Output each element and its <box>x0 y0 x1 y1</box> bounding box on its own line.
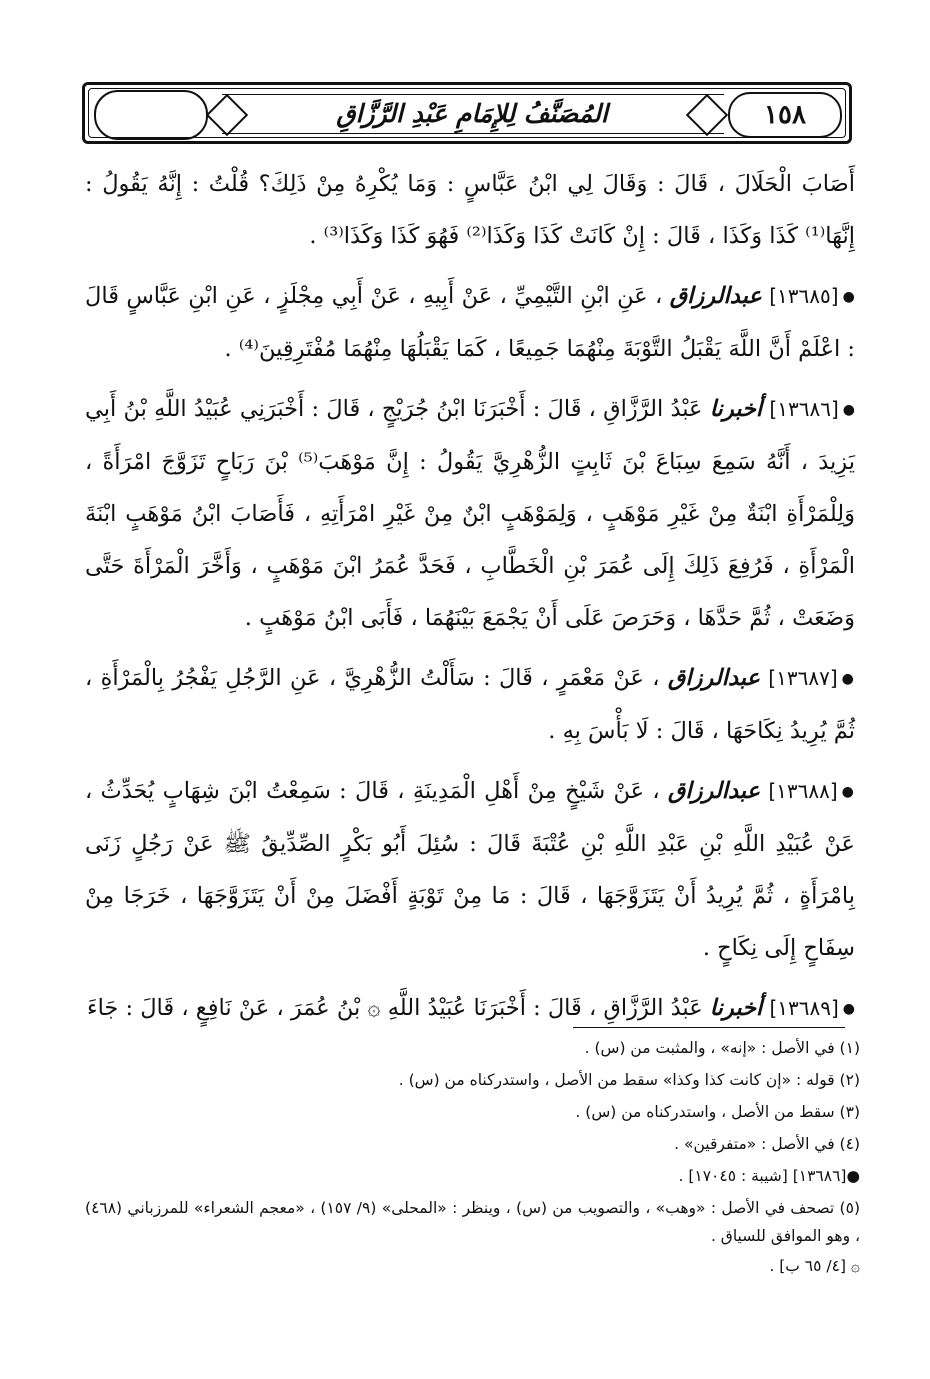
book-logo-icon <box>94 90 208 140</box>
hadith-text: ، عَنْ مَعْمَرٍ ، قَالَ : سَأَلْتُ الزُّهْرِيَّ ، عَنِ الرَّجُلِ يَفْجُرُ بِالْمَرْأَةِ ، ثُمَّ يُرِيدُ نِكَاحَهَا ، قَالَ : لَا بَأْسَ بِهِ . <box>85 665 855 744</box>
hadith-entry <box>85 765 855 974</box>
hadith-number: [١٣٦٨٥] <box>769 284 839 308</box>
hadith-source: أخبرنا <box>709 995 763 1021</box>
hadith-number: [١٣٦٨٦] <box>769 397 839 421</box>
hadith-source: أخبرنا <box>709 396 763 422</box>
hadith-text: ، عَنِ ابْنِ التَّيْمِيِّ ، عَنْ أَبِيهِ ، عَنْ أَبِي مِجْلَزٍ ، عَنِ ابْنِ عَبَّاسٍ قَالَ : اعْلَمْ أَنَّ اللَّهَ يَقْبَلُ التَّوْبَةَ مِنْهُمَا جَمِيعًا ، كَمَا يَقْبَلُهَا مِنْهُمَا مُفْتَرِقِينَ⁽⁴⁾ . <box>85 283 855 362</box>
hadith-source: عبدالرزاق <box>667 778 761 804</box>
bullet-icon: ● <box>841 784 856 800</box>
page-header <box>82 82 852 144</box>
main-text <box>85 158 855 1035</box>
hadith-number: [١٣٦٨٨] <box>768 779 838 803</box>
footnote: (٢) قوله : «إن كانت كذا وكذا» سقط من الأصل ، واستدركناه من (س) . <box>398 1071 860 1089</box>
hadith-source: عبدالرزاق <box>667 665 760 691</box>
hadith-number: [١٣٦٨٩] <box>769 996 839 1020</box>
paragraph-text: أَصَابَ الْحَلَالَ ، قَالَ : وَقَالَ لِي ابْنُ عَبَّاسٍ : وَمَا يُكْرِهُ مِنْ ذَلِكَ؟ قُلْتُ : إِنَّهُ يَقُولُ : إِنَّهَا⁽¹⁾ كَذَا وَكَذَا ، قَالَ : إِنْ كَانَتْ كَذَا وَكَذَا⁽²⁾ فَهُوَ كَذَا وَكَذَا⁽³⁾ . <box>85 171 855 249</box>
hadith-text: عَبْدُ الرَّزَّاقِ ، قَالَ : أَخْبَرَنَا عُبَيْدُ اللَّهِ ۞ بْنُ عُمَرَ ، عَنْ نَافِعٍ ، قَالَ : جَاءَ <box>86 995 703 1021</box>
bullet-icon: ● <box>841 671 856 687</box>
footnote: (٥) تصحف في الأصل : «وهب» ، والتصويب من (س) ، وينظر : «المحلى» (٩/ ١٥٧) ، «معجم الشعراء» للمرزباني (٤٦٨) ، وهو الموافق للسياق . <box>85 1199 860 1245</box>
footnote: (١) في الأصل : «إنه» ، والمثبت من (س) . <box>584 1039 860 1057</box>
paragraph <box>85 158 855 262</box>
hadith-number: [١٣٦٨٧] <box>768 666 838 690</box>
footnote: (٣) سقط من الأصل ، واستدركناه من (س) . <box>575 1103 860 1121</box>
bullet-icon: ● <box>842 289 856 305</box>
hadith-text: عَبْدُ الرَّزَّاقِ ، قَالَ : أَخْبَرَنَا ابْنُ جُرَيْجٍ ، قَالَ : أَخْبَرَنِي عُبَيْدُ اللَّهِ بْنُ أَبِي يَزِيدَ ، أَنَّهُ سَمِعَ سِبَاعَ بْنَ ثَابِتٍ الزُّهْرِيَّ يَقُولُ : إِنَّ مَوْهَبَ⁽⁵⁾ بْنَ رَبَاحٍ تَزَوَّجَ امْرَأَةً ، وَلِلْمَرْأَةِ ابْنَةٌ مِنْ غَيْرِ مَوْهَبٍ ، وَلِمَوْهَبٍ ابْنٌ مِنْ غَيْرِ امْرَأَتِهِ ، فَأَصَابَ ابْنُ مَوْهَبٍ ابْنَةَ الْمَرْأَةِ ، فَرُفِعَ ذَلِكَ إِلَى عُمَرَ بْنِ الْخَطَّابِ ، فَحَدَّ عُمَرُ ابْنَ مَوْهَبٍ ، وَأَخَّرَ الْمَرْأَةَ حَتَّى وَضَعَتْ ، ثُمَّ حَدَّهَا ، وَحَرَصَ عَلَى أَنْ يَجْمَعَ بَيْنَهُمَا ، فَأَبَى ابْنُ مَوْهَبٍ . <box>85 396 855 631</box>
footnote-separator <box>573 1027 845 1028</box>
hadith-entry <box>85 270 855 375</box>
hadith-source: عبدالرزاق <box>669 283 762 309</box>
page-number-frame <box>728 92 842 138</box>
hadith-entry <box>85 652 855 757</box>
bullet-icon: ● <box>842 402 856 418</box>
page-number: ١٥٨ <box>764 100 806 130</box>
hadith-entry <box>85 383 855 644</box>
bullet-icon: ● <box>842 1001 855 1017</box>
footnote: (٤) في الأصل : «متفرقين» . <box>674 1135 860 1153</box>
manuscript-folio-note: ۞ [٤/ ٦٥ ب] . <box>769 1257 860 1275</box>
running-title: المُصَنَّفُ لِلإِمَامِ عَبْدِ الرَّزَّاقِ <box>336 98 608 128</box>
footnotes <box>85 1032 860 1282</box>
hadith-text: ، عَنْ شَيْخٍ مِنْ أَهْلِ الْمَدِينَةِ ، قَالَ : سَمِعْتُ ابْنَ شِهَابٍ يُحَدِّثُ ، عَنْ عُبَيْدِ اللَّهِ بْنِ عَبْدِ اللَّهِ بْنِ عُتْبَةَ قَالَ : سُئِلَ أَبُو بَكْرٍ الصِّدِّيقُ ﷺ عَنْ رَجُلٍ زَنَى بِامْرَأَةٍ ، ثُمَّ يُرِيدُ أَنْ يَتَزَوَّجَهَا ، قَالَ : مَا مِنْ تَوْبَةٍ أَفْضَلَ مِنْ أَنْ يَتَزَوَّجَهَا ، خَرَجَا مِنْ سِفَاحٍ إِلَى نِكَاحٍ . <box>85 778 855 961</box>
footnote-reference: ●[١٣٦٨٦] [شيبة : ١٧٠٤٥] . <box>678 1167 860 1185</box>
